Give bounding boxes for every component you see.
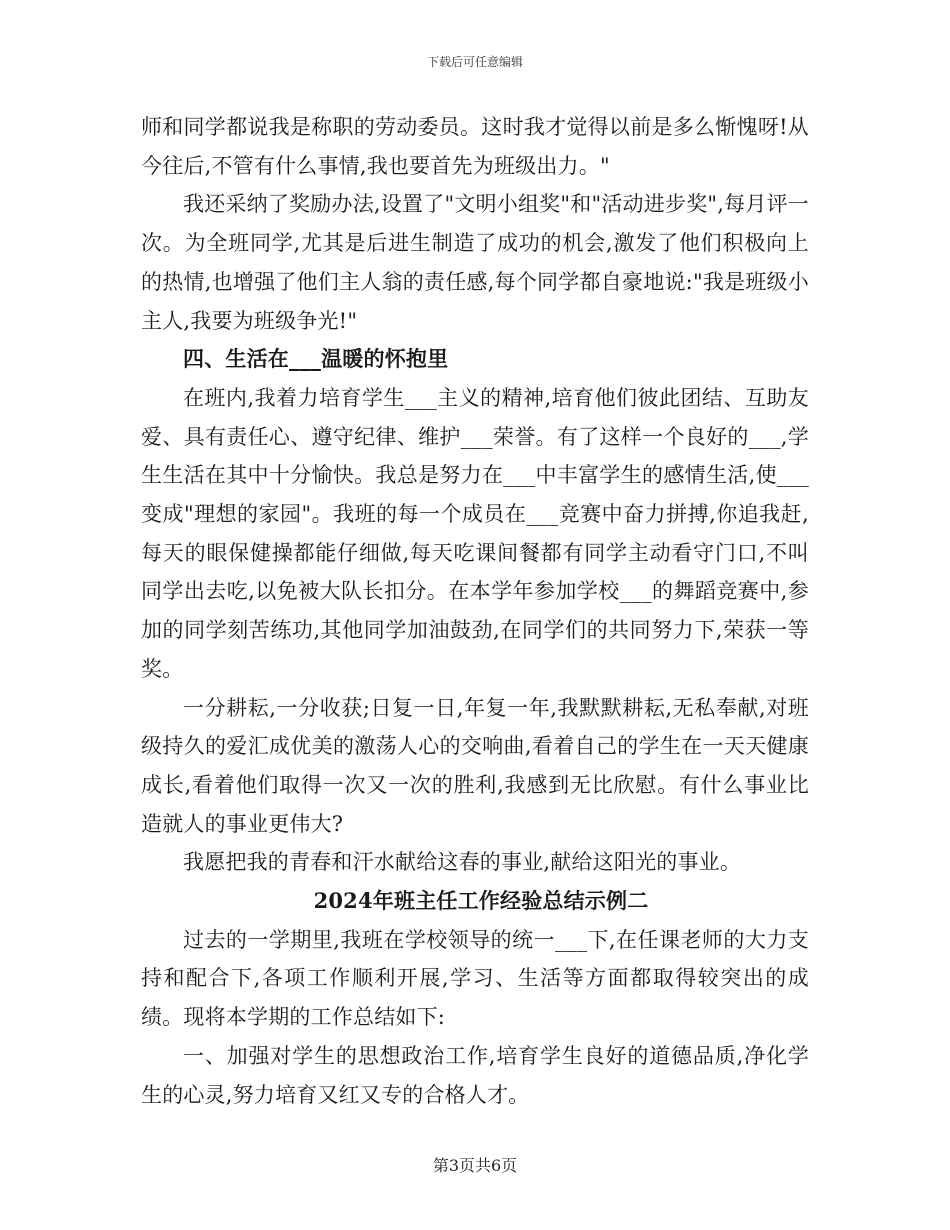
section-heading-four: 四、生活在___温暖的怀抱里: [183, 346, 449, 372]
paragraph-continuation: 师和同学都说我是称职的劳动委员。这时我才觉得以前是多么惭愧呀!从今往后,不管有什么事情,我也要首先为班级出力。": [141, 115, 809, 178]
page-footer: 第3页共6页: [432, 1156, 518, 1175]
paragraph-section-one: 一、加强对学生的思想政治工作,培育学生良好的道德品质,净化学生的心灵,努力培育又红又专的合格人才。: [141, 1043, 809, 1107]
paragraph-harvest: 一分耕耘,一分收获;日复一日,年复一年,我默默耕耘,无私奉献,对班级持久的爱汇成优美的激荡人心的交响曲,看着自己的学生在一天天健康成长,看着他们取得一次又一次的胜利,我感到无比欣慰。有什么事业比造就人的事业更伟大?: [141, 695, 809, 836]
paragraph-class-life: 在班内,我着力培育学生___主义的精神,培育他们彼此团结、互助友爱、具有责任心、遵守纪律、维护___荣誉。有了这样一个良好的___,学生生活在其中十分愉快。我总是努力在___中丰富学生的感情生活,使___变成"理想的家园"。我班的每一个成员在___竞赛中奋力拼搏,你追我赶,每天的眼保健操都能仔细做,每天吃课间餐都有同学主动看守门口,不叫同学出去吃,以免被大队长扣分。在本学年参加学校___的舞蹈竞赛中,参加的同学刻苦练功,其他同学加油鼓劲,在同学们的共同努力下,荣获一等奖。: [141, 385, 809, 681]
paragraph-rewards: 我还采纳了奖励办法,设置了"文明小组奖"和"活动进步奖",每月评一次。为全班同学,尤其是后进生制造了成功的机会,激发了他们积极向上的热情,也增强了他们主人翁的责任感,每个同学都自豪地说:"我是班级小主人,我要为班级争光!": [141, 192, 809, 333]
paragraph-dedication: 我愿把我的青春和汗水献给这春的事业,献给这阳光的事业。: [183, 850, 742, 875]
page-header: 下载后可任意编辑: [426, 55, 523, 69]
paragraph-semester-intro: 过去的一学期里,我班在学校领导的统一___下,在任课老师的大力支持和配合下,各项工作顺利开展,学习、生活等方面都取得较突出的成绩。现将本学期的工作总结如下:: [141, 927, 809, 1030]
document-body: [141, 108, 809, 1114]
document-title-example-two: 2024年班主任工作经验总结示例二: [313, 888, 649, 914]
